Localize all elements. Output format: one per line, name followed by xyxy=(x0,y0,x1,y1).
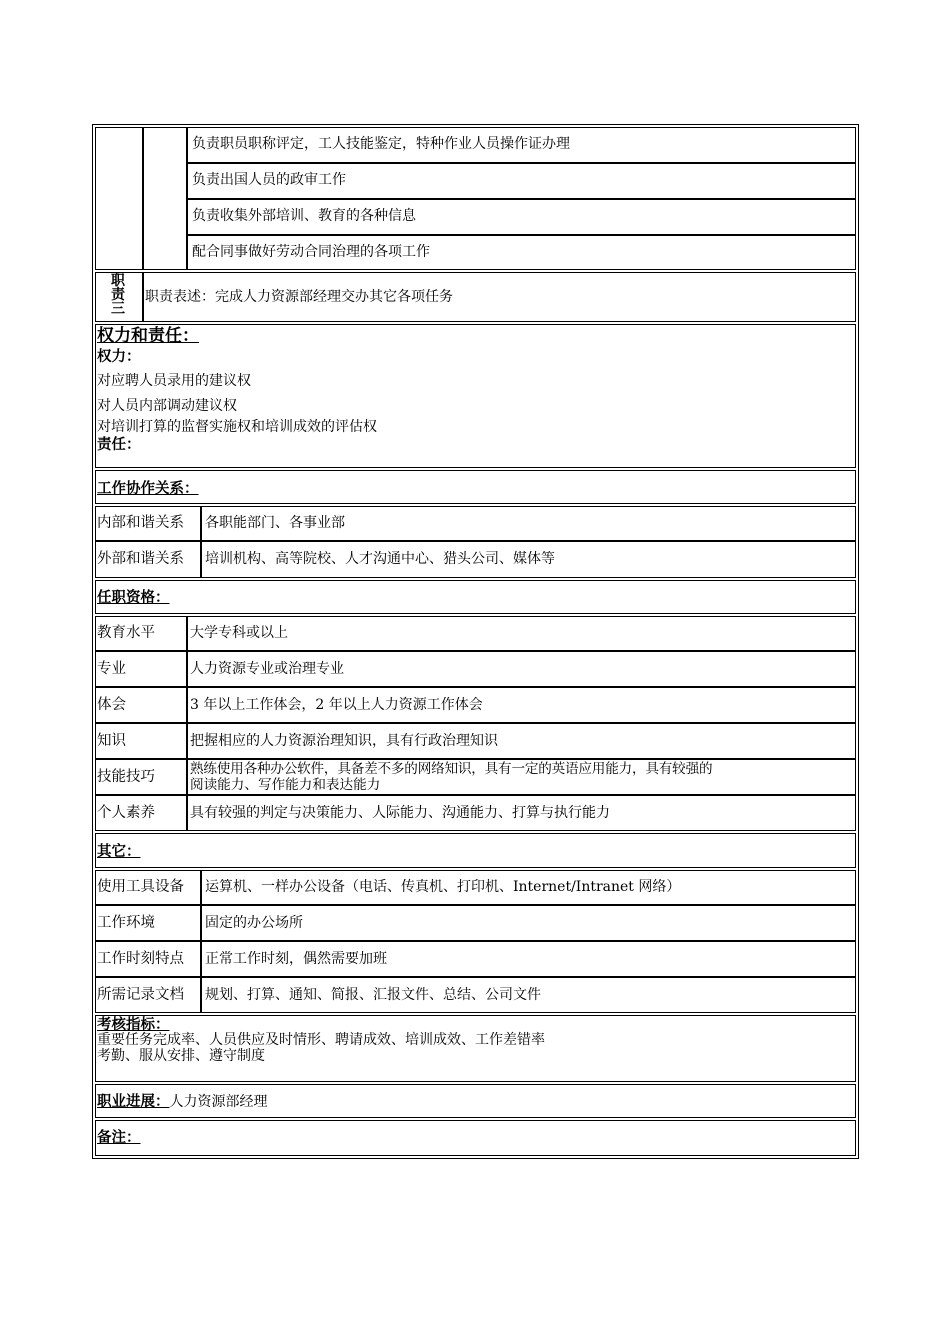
power-label: 权力： xyxy=(97,349,141,365)
other-value: 运算机、一样办公设备（电话、传真机、打印机、Internet/Intranet 网络） xyxy=(205,879,681,895)
other-value: 正常工作时刻，偶然需要加班 xyxy=(205,951,387,967)
authority-section xyxy=(95,324,856,468)
coop-row-value: 各职能部门、各事业部 xyxy=(205,515,345,531)
coop-row-value: 培训机构、高等院校、人才沟通中心、猎头公司、媒体等 xyxy=(205,551,555,567)
qual-label: 教育水平 xyxy=(97,625,155,641)
qual-value: 人力资源专业或治理专业 xyxy=(190,661,344,677)
qualification-heading: 任职资格： xyxy=(97,590,170,606)
duty3-text: 职责表述：完成人力资源部经理交办其它各项任务 xyxy=(145,289,453,305)
duty-row-text: 负责收集外部培训、教育的各种信息 xyxy=(192,208,416,224)
other-value: 规划、打算、通知、简报、汇报文件、总结、公司文件 xyxy=(205,987,541,1003)
job-description-table xyxy=(92,124,859,1159)
career-value: 人力资源部经理 xyxy=(169,1094,268,1110)
power-item: 对应聘人员录用的建议权 xyxy=(97,373,251,389)
remarks-heading: 备注： xyxy=(97,1130,141,1146)
qual-label: 体会 xyxy=(97,697,126,713)
duty-mid-cell xyxy=(143,127,187,270)
career-heading: 职业进展： xyxy=(97,1094,170,1110)
duty-row-text: 配合同事做好劳动合同治理的各项工作 xyxy=(192,244,430,260)
cooperation-heading: 工作协作关系： xyxy=(97,481,199,497)
other-label: 工作时刻特点 xyxy=(97,951,184,967)
cooperation-heading-cell xyxy=(95,470,856,504)
authority-heading: 权力和责任： xyxy=(97,326,199,346)
duty-row-text: 负责出国人员的政审工作 xyxy=(192,172,346,188)
duty3-label: 职 责 三 xyxy=(111,273,125,317)
duty-row-text: 负责职员职称评定，工人技能鉴定，特种作业人员操作证办理 xyxy=(192,136,570,152)
qual-label: 知识 xyxy=(97,733,126,749)
qual-value: 把握相应的人力资源治理知识，具有行政治理知识 xyxy=(190,733,498,749)
power-item: 对培训打算的监督实施权和培训成效的评估权 xyxy=(97,419,377,435)
coop-row-label: 外部和谐关系 xyxy=(97,551,184,567)
duty-left-cell xyxy=(95,127,143,270)
qual-value: 大学专科或以上 xyxy=(190,625,288,641)
other-heading: 其它： xyxy=(97,844,141,860)
other-label: 使用工具设备 xyxy=(97,879,184,895)
assessment-line: 考勤、服从安排、遵守制度 xyxy=(97,1048,265,1064)
qual-value: 3 年以上工作体会，2 年以上人力资源工作体会 xyxy=(190,697,483,713)
remarks-section xyxy=(95,1120,856,1156)
qual-label: 个人素养 xyxy=(97,805,155,821)
qual-value-continued: 阅读能力、写作能力和表达能力 xyxy=(190,777,381,793)
qual-value: 具有较强的判定与决策能力、人际能力、沟通能力、打算与执行能力 xyxy=(190,805,610,821)
qual-label: 专业 xyxy=(97,661,126,677)
coop-row-label: 内部和谐关系 xyxy=(97,515,184,531)
other-heading-cell xyxy=(95,833,856,868)
qual-label: 技能技巧 xyxy=(97,769,155,785)
other-label: 所需记录文档 xyxy=(97,987,184,1003)
assessment-heading: 考核指标： xyxy=(97,1017,170,1033)
power-item: 对人员内部调动建议权 xyxy=(97,398,237,414)
responsibility-label: 责任： xyxy=(97,437,141,453)
qual-value: 熟练使用各种办公软件，具备差不多的网络知识，具有一定的英语应用能力，具有较强的 xyxy=(190,761,713,777)
other-value: 固定的办公场所 xyxy=(205,915,303,931)
other-label: 工作环境 xyxy=(97,915,155,931)
qualification-heading-cell xyxy=(95,580,856,614)
assessment-line: 重要任务完成率、人员供应及时情形、聘请成效、培训成效、工作差错率 xyxy=(97,1032,545,1048)
career-line xyxy=(97,1094,268,1110)
